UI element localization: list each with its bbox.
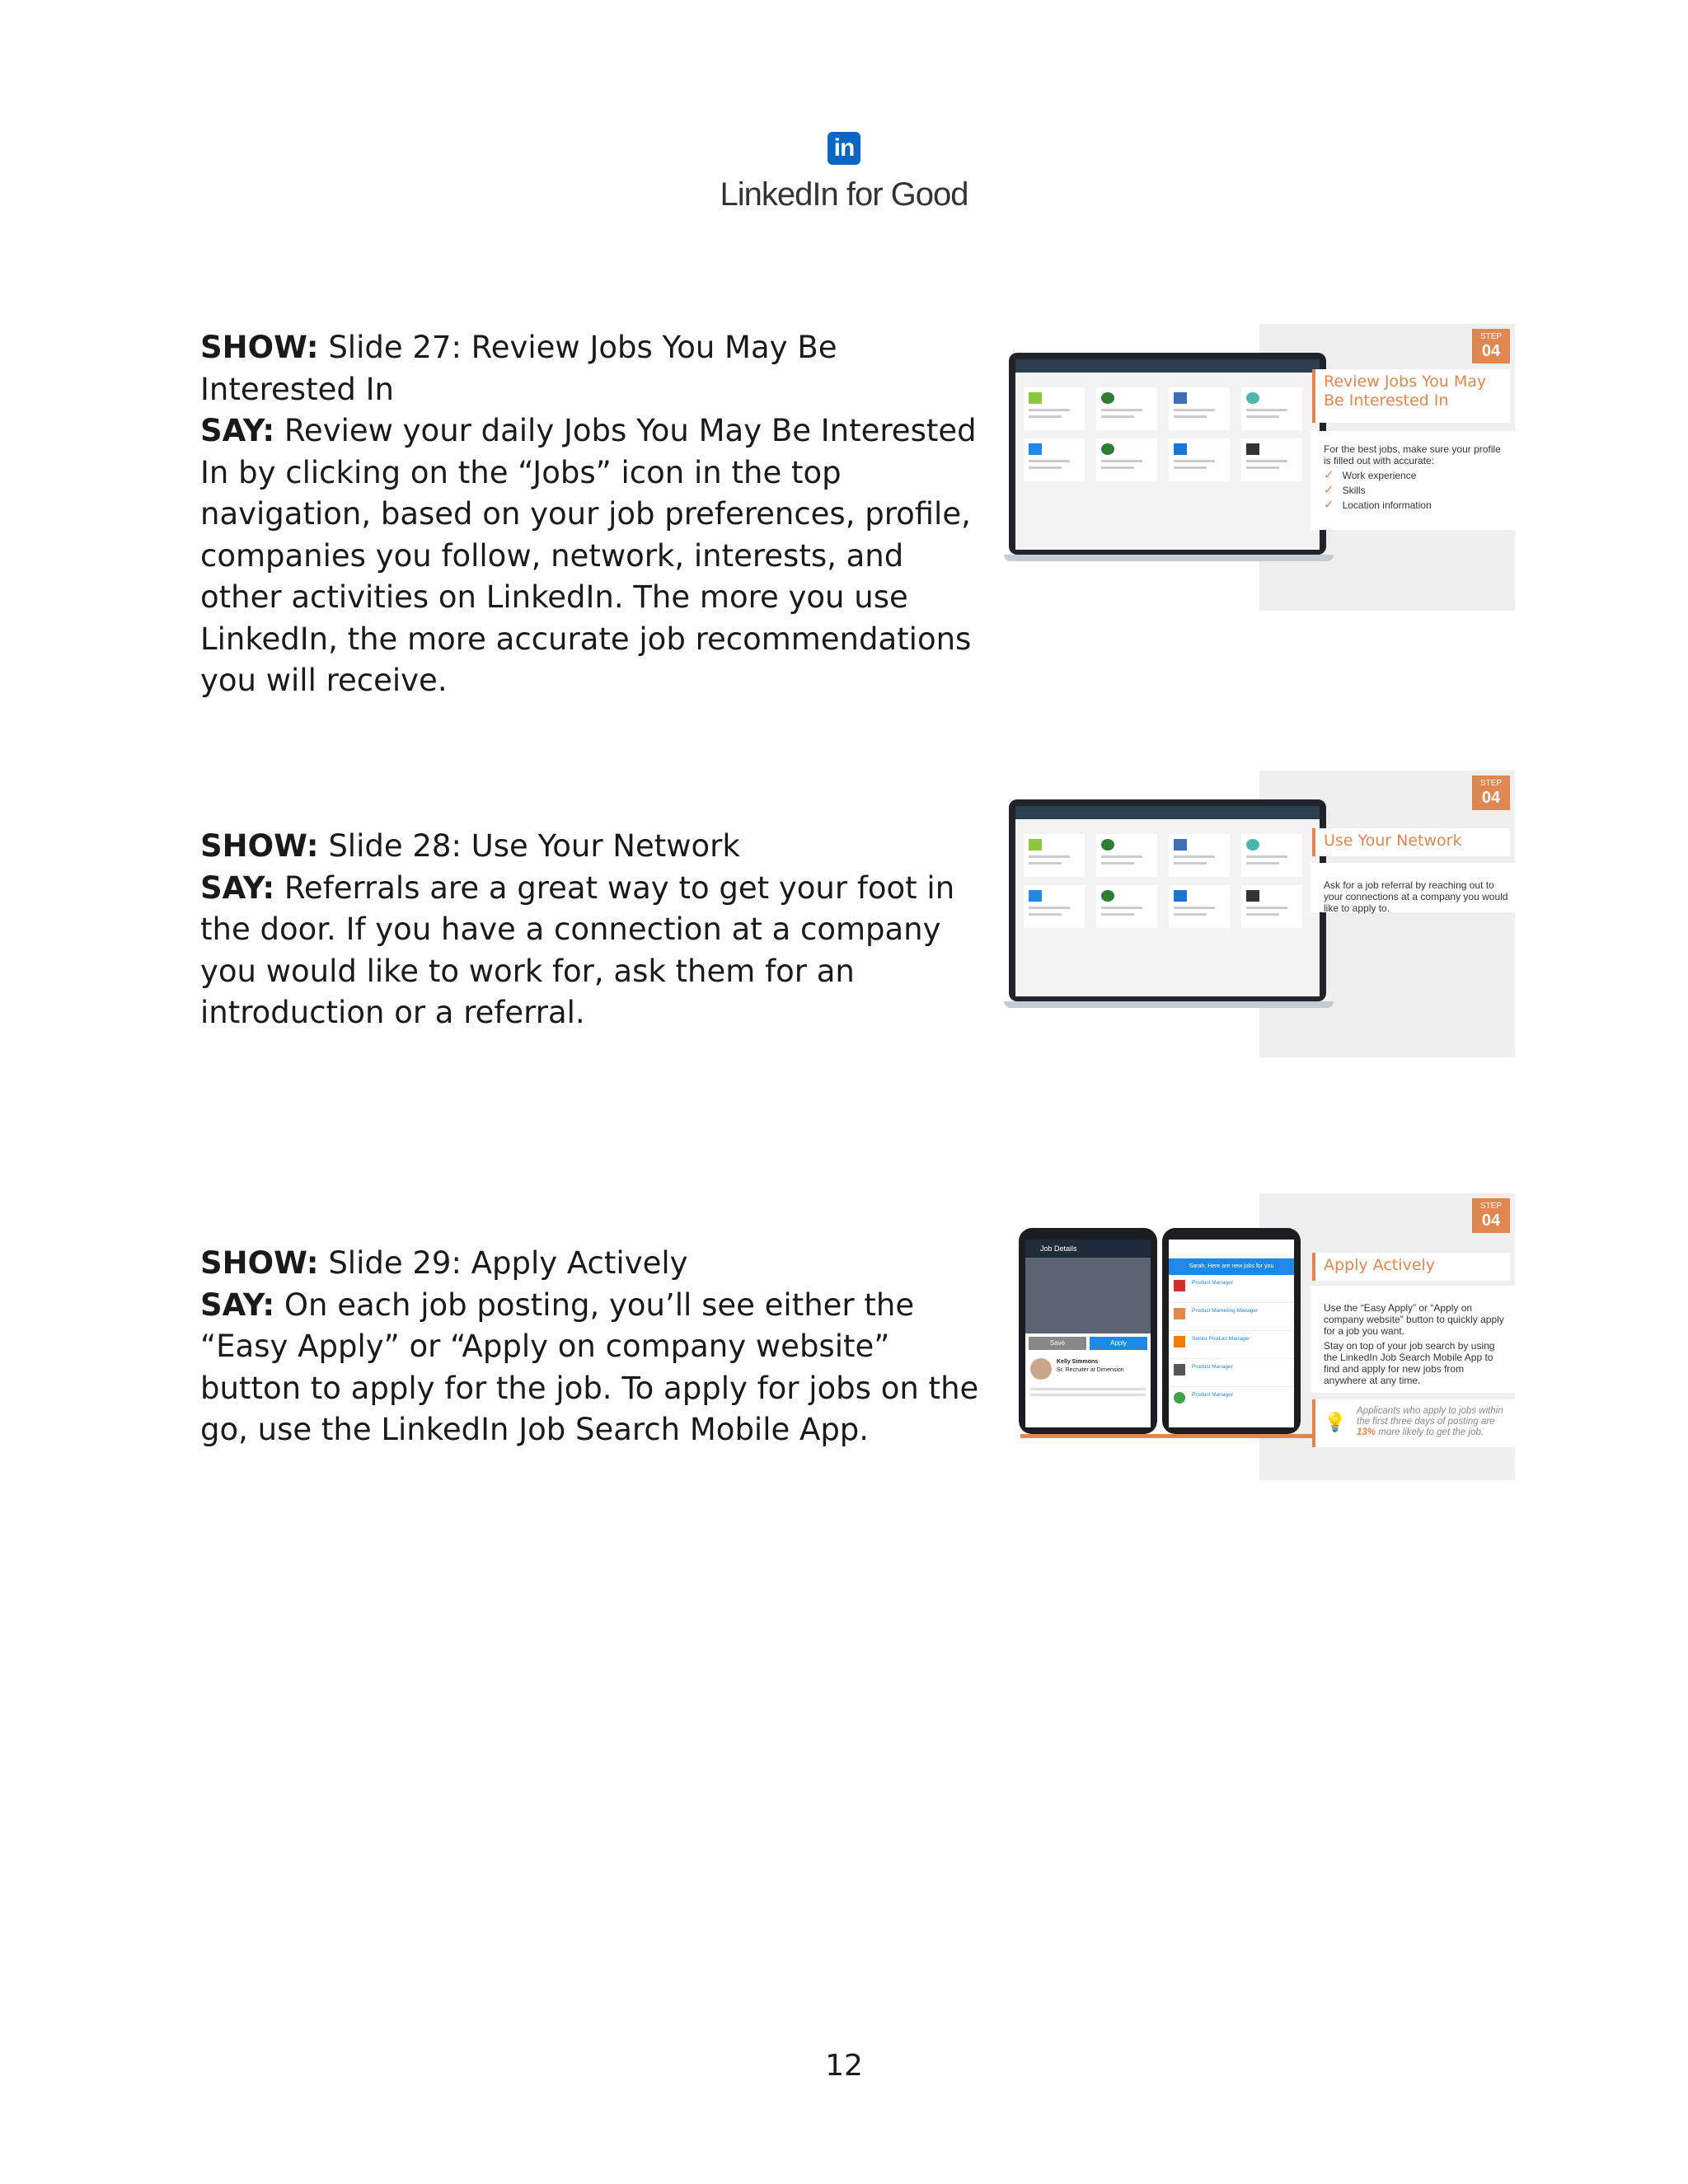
checklist-item: ✓ Skills <box>1324 483 1366 497</box>
say-line <box>200 1285 992 1451</box>
slide-body: For the best jobs, make sure your profile is filled out with accurate: ✓ Work experience ✓ Skills ✓ Location information <box>1324 443 1508 514</box>
checkmark-icon: ✓ <box>1324 468 1334 482</box>
laptop-image <box>1004 353 1334 575</box>
say-text: Review your daily Jobs You May Be Interested In by clicking on the “Jobs” icon in the top navigation, based on your job preferences, profile, companies you follow, network, interests, and other activities on LinkedIn. The more you use LinkedIn, the more accurate job recommendations you will receive. <box>200 413 977 698</box>
apply-button: Apply <box>1090 1337 1147 1350</box>
step-badge: STEP 04 <box>1472 1198 1510 1233</box>
show-label: SHOW: <box>200 828 319 864</box>
tip-box <box>1312 1399 1515 1447</box>
show-text: Slide 27: Review Jobs You May Be Interested In <box>200 330 837 407</box>
say-text: On each job posting, you’ll see either the “Easy Apply” or “Apply on company website” button to apply for the job. To apply for jobs on the go, use the LinkedIn Job Search Mobile App. <box>200 1286 979 1447</box>
recruiter-role: Sr. Recruiter at Dimension <box>1057 1367 1124 1373</box>
accent-bar <box>1020 1434 1312 1438</box>
say-label: SAY: <box>200 869 275 906</box>
show-label: SHOW: <box>200 1245 319 1281</box>
section-slide-29 <box>200 1243 992 1451</box>
slide-title: Review Jobs You May Be Interested In <box>1312 369 1510 423</box>
slide-title: Apply Actively <box>1312 1253 1510 1281</box>
avatar <box>1030 1358 1052 1380</box>
laptop-image <box>1004 799 1334 1022</box>
slide-body: Ask for a job referral by reaching out to your connections at a company you would like to apply to. <box>1324 879 1508 914</box>
linkedin-logo-icon: in <box>828 132 860 165</box>
save-button: Save <box>1029 1337 1086 1350</box>
lightbulb-icon: 💡 <box>1324 1413 1347 1433</box>
say-line <box>200 410 992 702</box>
slide-27-thumbnail <box>1004 324 1515 611</box>
slide-title: Use Your Network <box>1312 828 1510 856</box>
recruiter-name: Kelly Simmons <box>1057 1359 1099 1365</box>
page-header <box>0 132 1688 213</box>
jobs-banner: Sarah, Here are new jobs for you <box>1169 1258 1294 1275</box>
show-line <box>200 327 992 410</box>
say-label: SAY: <box>200 413 275 448</box>
slide-body: Use the “Easy Apply” or “Apply on company website” button to quickly apply for a job you want. Stay on top of your job search by using the LinkedIn Job Search Mobile App to find and apply for new jobs from anywhere at any time. <box>1324 1302 1504 1386</box>
section-slide-27 <box>200 327 992 702</box>
phone-job-details <box>1019 1228 1157 1434</box>
step-badge: STEP 04 <box>1472 329 1510 363</box>
checkmark-icon: ✓ <box>1324 483 1334 497</box>
step-badge: STEP 04 <box>1472 776 1510 810</box>
show-line <box>200 826 992 868</box>
phone-title: Job Details <box>1025 1240 1151 1258</box>
say-line <box>200 868 992 1034</box>
show-label: SHOW: <box>200 330 319 365</box>
show-text: Slide 28: Use Your Network <box>328 828 740 864</box>
show-text: Slide 29: Apply Actively <box>328 1245 688 1281</box>
say-text: Referrals are a great way to get your foot in the door. If you have a connection at a company you would like to work for, ask them for an introduction or a referral. <box>200 869 955 1030</box>
page-number: 12 <box>825 2049 863 2083</box>
checklist-item: ✓ Location information <box>1324 498 1432 512</box>
tip-text: Applicants who apply to jobs within the first three days of posting are 13% more likely to get the job. <box>1357 1406 1503 1437</box>
slide-29-thumbnail <box>1004 1193 1515 1480</box>
checkmark-icon: ✓ <box>1324 498 1334 512</box>
checklist-item: ✓ Work experience <box>1324 468 1417 482</box>
brand-title: LinkedIn for Good <box>720 176 968 213</box>
slide-28-thumbnail <box>1004 771 1515 1057</box>
section-slide-28 <box>200 826 992 1034</box>
show-line <box>200 1243 992 1285</box>
phone-job-list: Sarah, Here are new jobs for you Product Manager Product Marketing Manager Senior Product Manager Product Manager Product Manager <box>1162 1228 1301 1434</box>
say-label: SAY: <box>200 1286 275 1323</box>
